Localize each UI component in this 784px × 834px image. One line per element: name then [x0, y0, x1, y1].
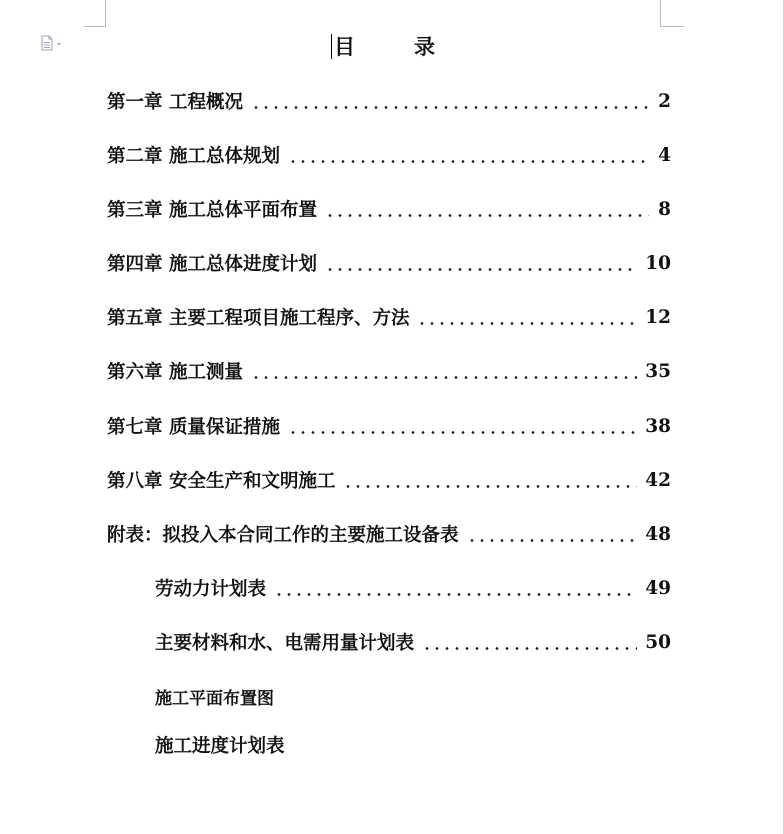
toc-entry-label: 第二章 施工总体规划 — [107, 146, 280, 167]
toc-entry-label: 附表：拟投入本合同工作的主要施工设备表 — [107, 525, 459, 546]
toc-entry-page: 12 — [645, 306, 671, 328]
appendix-item: 施工进度计划表 — [155, 736, 285, 757]
crop-mark-top-left-horizontal — [84, 26, 106, 27]
toc-leader-dots — [417, 322, 637, 325]
toc-entry[interactable] — [107, 465, 671, 495]
toc-entry-label: 第八章 安全生产和文明施工 — [107, 471, 336, 492]
toc-leader-dots — [251, 376, 637, 379]
toc-entry-page: 2 — [658, 90, 671, 112]
crop-mark-top-right-horizontal — [660, 26, 684, 27]
toc-entry-page: 49 — [645, 577, 671, 599]
toc-entry-page: 4 — [658, 144, 671, 166]
toc-leader-dots — [288, 431, 637, 434]
toc-entry-page: 8 — [658, 198, 671, 220]
crop-mark-top-left-vertical — [105, 0, 106, 26]
toc-entry[interactable] — [107, 140, 671, 170]
toc-entry[interactable] — [107, 194, 671, 224]
document-options-icon[interactable] — [40, 35, 62, 51]
toc-leader-dots — [343, 485, 637, 488]
toc-entry[interactable] — [107, 302, 671, 332]
toc-entry[interactable] — [107, 248, 671, 278]
toc-entry-label: 第七章 质量保证措施 — [107, 417, 280, 438]
crop-mark-top-right-vertical — [660, 0, 661, 26]
toc-entry-page: 38 — [645, 415, 671, 437]
toc-title — [334, 32, 444, 62]
toc-leader-dots — [422, 647, 637, 650]
toc-entry[interactable] — [107, 356, 671, 386]
toc-leader-dots — [467, 539, 638, 542]
toc-entry-label: 第一章 工程概况 — [107, 92, 243, 113]
toc-entry-page: 42 — [645, 469, 671, 491]
toc-subentry[interactable] — [155, 627, 671, 657]
toc-leader-dots — [251, 106, 649, 109]
toc-title-char-1: 目 — [334, 34, 355, 59]
toc-entry-page: 10 — [645, 252, 671, 274]
toc-entry-page: 35 — [645, 360, 671, 382]
toc-entry-page: 48 — [645, 523, 671, 545]
toc-leader-dots — [274, 593, 637, 596]
appendix-item: 施工平面布置图 — [155, 688, 274, 709]
toc-entry[interactable] — [107, 411, 671, 441]
toc-entry-label: 劳动力计划表 — [155, 579, 267, 600]
toc-entry-page: 50 — [645, 631, 671, 653]
toc-entry[interactable] — [107, 86, 671, 116]
toc-title-char-2: 录 — [414, 34, 435, 59]
toc-entry-label: 主要材料和水、电需用量计划表 — [155, 633, 415, 654]
toc-leader-dots — [288, 160, 649, 163]
toc-leader-dots — [325, 268, 637, 271]
toc-entry-label: 第三章 施工总体平面布置 — [107, 200, 317, 221]
toc-leader-dots — [325, 214, 649, 217]
toc-entry-label: 第四章 施工总体进度计划 — [107, 254, 317, 275]
toc-subentry[interactable] — [155, 573, 671, 603]
text-cursor — [331, 34, 332, 59]
toc-entry[interactable] — [107, 519, 671, 549]
toc-entry-label: 第五章 主要工程项目施工程序、方法 — [107, 308, 410, 329]
toc-entry-label: 第六章 施工测量 — [107, 362, 243, 383]
